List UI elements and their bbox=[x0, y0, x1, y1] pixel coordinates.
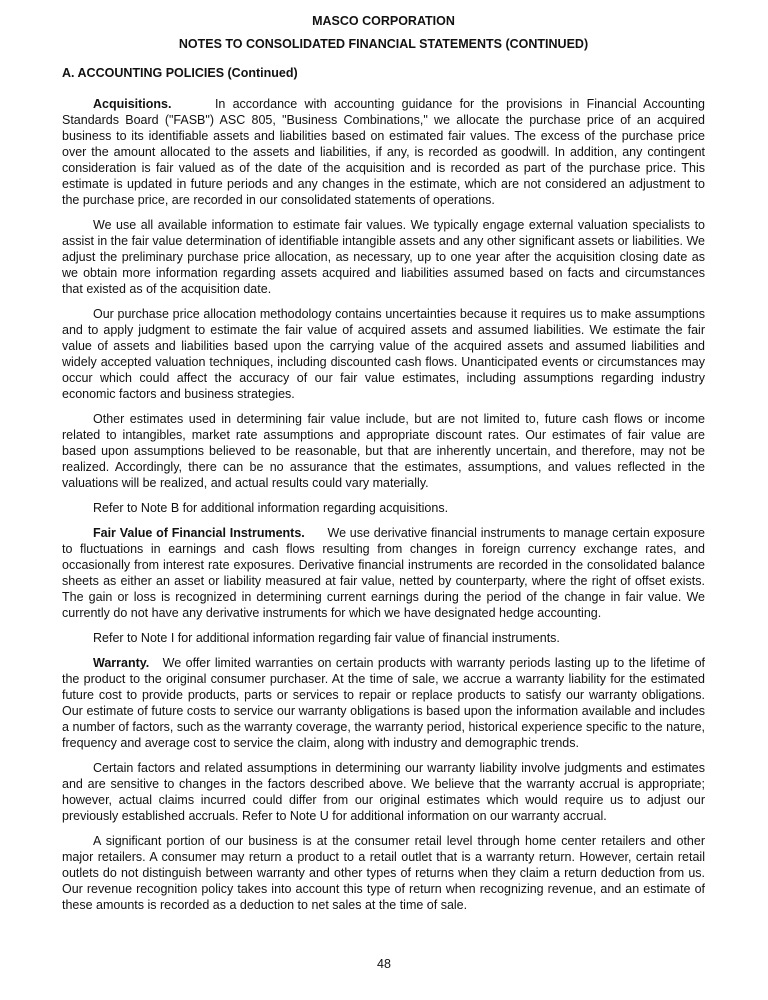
paragraph bbox=[62, 306, 705, 402]
paragraph bbox=[62, 411, 705, 491]
notes-subtitle: NOTES TO CONSOLIDATED FINANCIAL STATEMENTS (CONTINUED) bbox=[178, 37, 589, 51]
paragraph bbox=[62, 500, 705, 516]
section-heading: A. ACCOUNTING POLICIES (Continued) bbox=[62, 66, 298, 80]
page-number: 48 bbox=[377, 957, 391, 971]
paragraph bbox=[62, 833, 705, 913]
paragraph bbox=[62, 630, 705, 646]
paragraph-text: Our purchase price allocation methodology contains uncertainties because it requires us to make assumptions and to apply judgment to estimate the fair value of acquired assets and assumed liabilities. We estimate the fair value of assets and liabilities based upon the carrying value of the acquired assets and assumed liabilities and widely accepted valuation techniques, including discounted cash flows. Unanticipated events or circumstances may occur which could affect the accuracy of our fair value estimates, including assumptions regarding industry economic factors and business strategies. bbox=[62, 307, 705, 401]
paragraph-lead: Fair Value of Financial Instruments. bbox=[93, 526, 305, 540]
paragraph-text: Other estimates used in determining fair value include, but are not limited to, future cash flows or income related to intangibles, market rate assumptions and appropriate discount rates. Our estimates of fair value are based upon assumptions believed to be reasonable, but that are inherently uncertain, and therefore, may not be realized. Accordingly, there can be no assurance that the estimates, assumptions, and values reflected in the valuations will be realized, and actual results could vary materially. bbox=[62, 412, 705, 490]
paragraph-text: We use all available information to estimate fair values. We typically engage external valuation specialists to assist in the fair value determination of identifiable intangible assets and any other significant assets or liabilities. We adjust the preliminary purchase price allocation, as necessary, up to one year after the acquisition closing date as we obtain more information regarding assets acquired and liabilities assumed based on facts and circumstances that existed as of the acquisition date. bbox=[62, 218, 705, 296]
paragraph-text: Refer to Note I for additional information regarding fair value of financial instruments. bbox=[93, 631, 560, 645]
paragraph-text: We use derivative financial instruments to manage certain exposure to fluctuations in earnings and cash flows resulting from changes in foreign currency exchange rates, and occasionally from interest rate exposures. Derivative financial instruments are recorded in the consolidated balance sheets as either an asset or liability measured at fair value, netted by counterparty, where the right of offset exists. The gain or loss is recognized in determining current earnings during the period of the change in fair value. We currently do not have any derivative instruments for which we have designated hedge accounting. bbox=[62, 526, 705, 620]
paragraph-text: We offer limited warranties on certain products with warranty periods lasting up to the lifetime of the product to the original consumer purchaser. At the time of sale, we accrue a warranty liability for the estimated future cost to provide products, parts or services to repair or replace products to satisfy our warranty obligations. Our estimate of future costs to service our warranty obligations is based upon the information available and includes a number of factors, such as the warranty coverage, the warranty period, historical experience specific to the nature, frequency and average cost to service the claim, along with industry and demographic trends. bbox=[62, 656, 705, 750]
paragraph-lead: Warranty. bbox=[93, 656, 150, 670]
paragraph-text: Certain factors and related assumptions in determining our warranty liability involve judgments and estimates and are sensitive to changes in the factors described above. We believe that the warranty accrual is appropriate; however, actual claims incurred could differ from our original estimates which would require us to adjust our previously established accruals. Refer to Note U for additional information on our warranty accrual. bbox=[62, 761, 705, 823]
body-text bbox=[62, 96, 705, 913]
paragraph-text: In accordance with accounting guidance for the provisions in Financial Accounting Standards Board ("FASB") ASC 805, "Business Combinations," we allocate the purchase price of an acquired business to its identifiable assets and liabilities based on estimated fair values. The excess of the purchase price over the amount allocated to the assets and liabilities, if any, is recorded as goodwill. In addition, any contingent consideration is fair valued as of the date of the acquisition and is recorded as part of the purchase price. This estimate is updated in future periods and any changes in the estimate, which are not considered an adjustment to the purchase price, are recorded in our consolidated statements of operations. bbox=[62, 97, 705, 207]
paragraph-warranty bbox=[62, 655, 705, 751]
company-title: MASCO CORPORATION bbox=[312, 14, 455, 28]
paragraph-acquisitions bbox=[62, 96, 705, 208]
paragraph-lead: Acquisitions. bbox=[93, 97, 172, 111]
paragraph-text: Refer to Note B for additional information regarding acquisitions. bbox=[93, 501, 449, 515]
paragraph-fair-value bbox=[62, 525, 705, 621]
paragraph bbox=[62, 217, 705, 297]
paragraph-text: A significant portion of our business is at the consumer retail level through home center retailers and other major retailers. A consumer may return a product to a retail outlet that is a warranty return. However, certain retail outlets do not distinguish between warranty and other types of returns when they claim a return deduction from us. Our revenue recognition policy takes into account this type of return when recognizing revenue, and an estimate of these amounts is recorded as a deduction to net sales at the time of sale. bbox=[62, 834, 705, 912]
paragraph bbox=[62, 760, 705, 824]
document-page bbox=[62, 13, 705, 913]
